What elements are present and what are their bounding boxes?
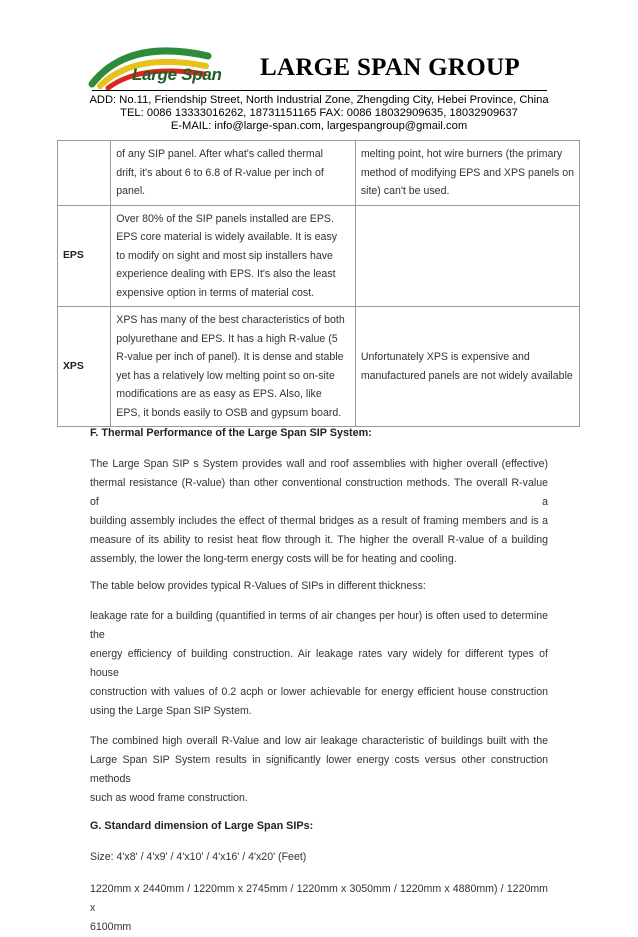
- text-line: such as wood frame construction.: [90, 792, 248, 804]
- cell-line: melting point, hot wire burners (the primary: [360, 148, 563, 160]
- cell-line: modifications are as easy as EPS. Also, like: [116, 388, 322, 400]
- section-heading-g: G. Standard dimension of Large Span SIPs:: [90, 820, 314, 832]
- text-line: thermal resistance (R-value) than other conventional construction methods. The overall R-value of a: [90, 477, 548, 508]
- text-line: using the Large Span SIP System.: [90, 705, 252, 717]
- disadvantages-cell: [355, 205, 579, 307]
- advantages-cell: [111, 141, 356, 206]
- section-heading-f: F. Thermal Performance of the Large Span SIP System:: [90, 427, 372, 439]
- phone-fax-line: TEL: 0086 13333016262, 18731151165 FAX: 0086 18032909635, 18032909637: [120, 107, 518, 119]
- cell-line: EPS, it bonds easily to OSB and gypsum board.: [116, 406, 342, 419]
- logo-text: Large Span: [132, 65, 222, 84]
- text-line: assembly, the lower the long-term energy costs will be for heating and cooling.: [90, 553, 457, 565]
- cell-line: to modify on sight and most sip installers have: [116, 249, 333, 262]
- text-line: The Large Span SIP s System provides wall and roof assemblies with higher overall (effective): [90, 458, 548, 470]
- cell-line: EPS core material is widely available. It is easy: [116, 231, 338, 243]
- paragraph-table-intro: The table below provides typical R-Values of SIPs in different thickness:: [90, 580, 426, 592]
- cell-line: drift, it's about 6 to 6.8 of R-value per inch of: [116, 166, 324, 179]
- text-line: 1220mm x 2440mm / 1220mm x 2745mm / 1220mm x 3050mm / 1220mm x 4880mm) / 1220mm x: [90, 883, 548, 914]
- cell-line: R-value per inch of panel). It is dense and stable: [116, 351, 344, 363]
- cell-line: Unfortunately XPS is expensive and: [360, 351, 530, 363]
- advantages-cell: [111, 307, 356, 427]
- header-divider: [92, 90, 547, 91]
- row-label: XPS: [58, 307, 111, 427]
- table-row: [58, 205, 580, 307]
- email-line: E-MAIL: info@large-span.com, largespangroup@gmail.com: [170, 120, 468, 132]
- cell-line: manufactured panels are not widely available: [360, 369, 573, 382]
- table-row: [58, 141, 580, 206]
- disadvantages-cell: [355, 141, 579, 206]
- cell-line: site) can't be used.: [360, 185, 450, 197]
- size-feet-line: Size: 4'x8' / 4'x9' / 4'x10' / 4'x16' / 4'x20' (Feet): [90, 851, 307, 863]
- cell-line: method of modifying EPS and XPS panels on: [360, 166, 574, 179]
- cell-line: yet has a relatively low melting point so on-site: [116, 369, 335, 382]
- paragraph-energy-costs: [90, 732, 548, 808]
- document-body: [90, 424, 548, 937]
- text-line: 6100mm: [90, 921, 132, 933]
- text-line: leakage rate for a building (quantified in terms of air changes per hour) is often used to determine the: [90, 610, 548, 641]
- disadvantages-cell: [355, 307, 579, 427]
- sip-core-comparison-table: [57, 140, 580, 427]
- cell-line: Over 80% of the SIP panels installed are EPS.: [116, 212, 334, 225]
- cell-line: of any SIP panel. After what's called thermal: [116, 148, 324, 160]
- paragraph-air-leakage: [90, 607, 548, 721]
- company-name: LARGE SPAN GROUP: [260, 54, 520, 81]
- text-line: energy efficiency of building construction. Air leakage rates vary widely for different types of house: [90, 648, 548, 679]
- row-label: [58, 141, 111, 206]
- text-line: The combined high overall R-Value and low air leakage characteristic of buildings built with the: [90, 735, 548, 747]
- address-line: ADD: No.11, Friendship Street, North Industrial Zone, Zhengding City, Hebei Province, China: [89, 94, 549, 106]
- cell-line: XPS has many of the best characteristics of both: [116, 314, 345, 326]
- cell-line: panel.: [116, 185, 146, 197]
- text-line: measure of its ability to resist heat flow through it. The higher the overall R-value of a building: [90, 534, 548, 546]
- company-logo: [88, 44, 258, 92]
- cell-line: experience dealing with EPS. It's also the least: [116, 268, 336, 280]
- cell-line: expensive option in terms of material cost.: [116, 286, 315, 299]
- table-row: [58, 307, 580, 427]
- advantages-cell: [111, 205, 356, 307]
- paragraph-thermal-resistance: [90, 455, 548, 569]
- letterhead: [0, 0, 638, 140]
- row-label: EPS: [58, 205, 111, 307]
- text-line: Large Span SIP System results in significantly lower energy costs versus other construction methods: [90, 754, 548, 785]
- text-line: building assembly includes the effect of thermal bridges as a result of framing members and is a: [90, 515, 548, 527]
- text-line: construction with values of 0.2 acph or lower achievable for energy efficient house construction: [90, 686, 548, 698]
- cell-line: polyurethane and EPS. It has a high R-value (5: [116, 332, 338, 345]
- size-mm-paragraph: [90, 880, 548, 937]
